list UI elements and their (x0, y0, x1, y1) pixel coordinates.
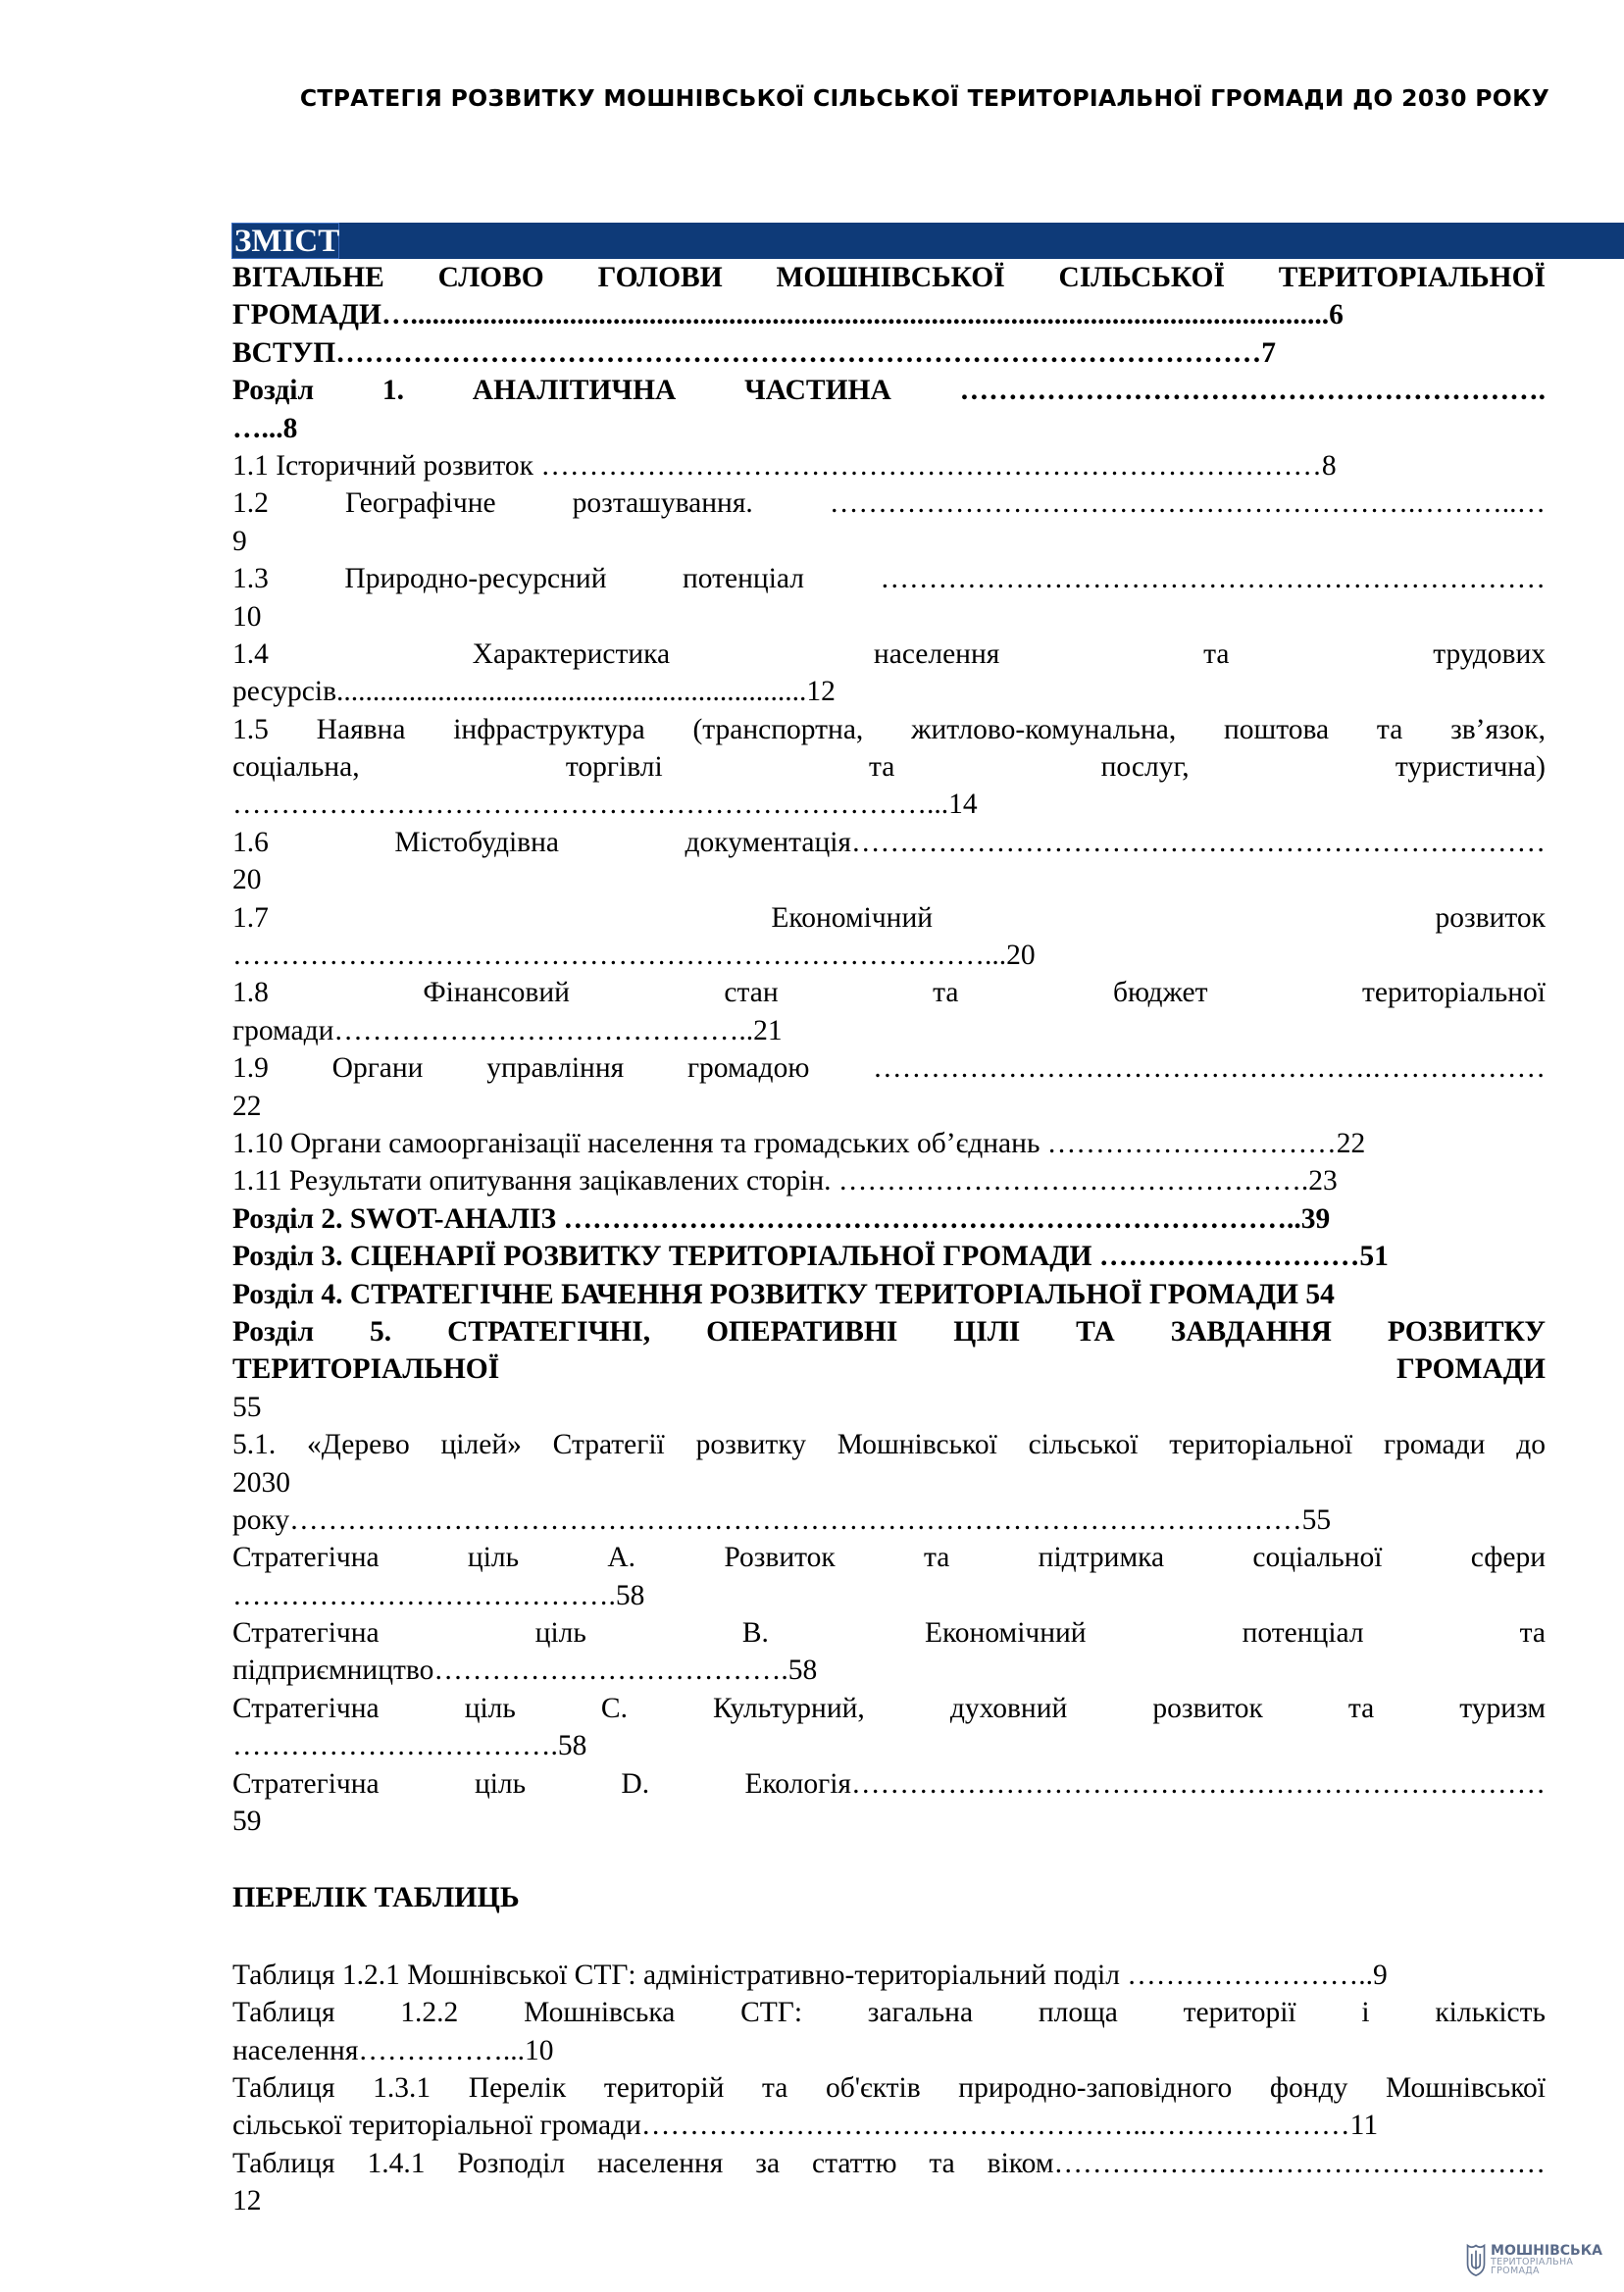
toc-entry[interactable]: року……………………………………………………………………………………………55 (232, 1503, 1332, 1536)
toc-entry[interactable]: Розділ 4. СТРАТЕГІЧНЕ БАЧЕННЯ РОЗВИТКУ ТЕРИТОРІАЛЬНОЇ ГРОМАДИ 54 (232, 1278, 1335, 1310)
toc-entry[interactable]: 1.1 Історичний розвиток ………………………………………………………………………8 (232, 449, 1337, 482)
toc-entry[interactable]: 5.1. «Дерево цілей» Стратегії розвитку Мошнівської сільської територіальної громади до (232, 1429, 1546, 1461)
toc-content (232, 259, 1546, 2220)
toc-entry[interactable]: ГРОМАДИ…...............................................................................................................................6 (232, 299, 1344, 331)
toc-entry[interactable]: соціальна, торгівлі та послуг, туристична) (232, 751, 1546, 784)
toc-entry[interactable]: Стратегічна ціль А. Розвиток та підтримка соціальної сфери (232, 1542, 1546, 1574)
trident-emblem-icon (1465, 2239, 1487, 2280)
toc-entry[interactable]: …………………………….58 (232, 1730, 587, 1762)
toc-entry[interactable]: 1.7 Економічний розвиток (232, 901, 1546, 934)
toc-entry[interactable]: Розділ 5. СТРАТЕГІЧНІ, ОПЕРАТИВНІ ЦІЛІ ТА ЗАВДАННЯ РОЗВИТКУ (232, 1315, 1546, 1348)
toc-entry[interactable]: 59 (232, 1806, 262, 1838)
toc-entry[interactable]: 10 (232, 600, 262, 633)
toc-entry[interactable]: Стратегічна ціль С. Культурний, духовний розвиток та туризм (232, 1692, 1546, 1724)
toc-entry[interactable]: ВІТАЛЬНЕ СЛОВО ГОЛОВИ МОШНІВСЬКОЇ СІЛЬСЬКОЇ ТЕРИТОРІАЛЬНОЇ (232, 262, 1546, 293)
table-list-entry[interactable]: населення……………...10 (232, 2034, 554, 2066)
tables-list-heading: ПЕРЕЛІК ТАБЛИЦЬ (232, 1880, 520, 1913)
table-list-entry[interactable]: Таблиця 1.2.1 Мошнівської СТГ: адміністративно-територіальний поділ ……………………..9 (232, 1959, 1388, 1991)
toc-entry[interactable]: ресурсів.................................................................12 (232, 676, 836, 708)
toc-entry[interactable]: …...8 (232, 412, 298, 444)
toc-entry[interactable]: 1.10 Органи самоорганізації населення та громадських об’єднань …………………………22 (232, 1127, 1366, 1159)
toc-entry[interactable]: ВСТУП……………………………………………………………………………………7 (232, 336, 1277, 369)
toc-entry[interactable]: 22 (232, 1090, 262, 1122)
logo-wordmark (1491, 2244, 1602, 2276)
toc-heading-bar (231, 223, 1624, 259)
toc-entry[interactable]: Стратегічна ціль D. Екологія……………………………………………………………… (232, 1767, 1546, 1800)
toc-heading: ЗМІСТ (231, 223, 339, 259)
logo-line-1: МОШНІВСЬКА (1491, 2242, 1602, 2259)
spacer (232, 1937, 1546, 1957)
toc-entry[interactable]: підприємництво……………………………….58 (232, 1655, 818, 1687)
toc-entry[interactable]: 1.11 Результати опитування зацікавлених сторін. ………………………………………….23 (232, 1165, 1338, 1197)
table-list-entry[interactable]: Таблиця 1.4.1 Розподіл населення за статтю та віком…………………………………………… (232, 2147, 1546, 2179)
toc-entry[interactable]: Стратегічна ціль В. Економічний потенціал та (232, 1617, 1546, 1650)
community-logo (1465, 2238, 1602, 2281)
toc-entry[interactable]: Розділ 1. АНАЛІТИЧНА ЧАСТИНА ……………………………………………………. (232, 375, 1546, 407)
spacer (232, 1840, 1546, 1877)
toc-entry[interactable]: громади……………………………………..21 (232, 1014, 783, 1046)
running-header-title: СТРАТЕГІЯ РОЗВИТКУ МОШНІВСЬКОЇ СІЛЬСЬКОЇ ТЕРИТОРІАЛЬНОЇ ГРОМАДИ ДО 2030 РОКУ (299, 84, 1549, 112)
toc-entry[interactable]: 20 (232, 864, 262, 896)
toc-entry[interactable]: 1.5 Наявна інфраструктура (транспортна, житлово-комунальна, поштова та зв’язок, (232, 713, 1546, 745)
toc-entry[interactable]: ………………………………………………………………...14 (232, 789, 978, 821)
toc-entry[interactable]: Розділ 3. СЦЕНАРІЇ РОЗВИТКУ ТЕРИТОРІАЛЬНОЇ ГРОМАДИ ………………………51 (232, 1241, 1389, 1273)
toc-entry[interactable]: ………………………………….58 (232, 1579, 645, 1611)
table-list-entry[interactable]: 12 (232, 2185, 262, 2217)
toc-entry[interactable]: 1.8 Фінансовий стан та бюджет територіальної (232, 977, 1546, 1009)
spacer (232, 1917, 1546, 1937)
logo-line-2: ТЕРИТОРІАЛЬНА (1491, 2256, 1574, 2267)
toc-entry[interactable]: ТЕРИТОРІАЛЬНОЇ ГРОМАДИ (232, 1353, 1546, 1386)
toc-entry[interactable]: 1.9 Органи управління громадою …………………………………………….……………… (232, 1052, 1546, 1085)
table-list-entry[interactable]: Таблиця 1.3.1 Перелік територій та об'єктів природно-заповідного фонду Мошнівської (232, 2071, 1546, 2104)
toc-entry[interactable]: 2030 (232, 1466, 290, 1499)
toc-entry[interactable]: 1.4 Характеристика населення та трудових (232, 637, 1546, 670)
toc-entry[interactable]: 1.2 Географічне розташування. …………………………………………………….………..… (232, 487, 1546, 520)
toc-entry[interactable]: ……………………………………………………………………...20 (232, 940, 1036, 972)
table-list-entry[interactable]: сільської територіальної громади……………………………………………..…………………11 (232, 2110, 1379, 2142)
toc-entry[interactable]: 1.6 Містобудівна документація……………………………………………………………… (232, 826, 1546, 858)
toc-entry[interactable]: 9 (232, 525, 247, 557)
logo-line-3: ГРОМАДА (1491, 2266, 1540, 2276)
table-list-entry[interactable]: Таблиця 1.2.2 Мошнівська СТГ: загальна площа території і кількість (232, 1997, 1546, 2029)
toc-entry[interactable]: 1.3 Природно-ресурсний потенціал …………………………………………………………… (232, 563, 1546, 595)
toc-entry[interactable]: Розділ 2. SWOT-АНАЛІЗ …………………………………………………………………..39 (232, 1202, 1331, 1235)
toc-entry[interactable]: 55 (232, 1391, 262, 1423)
